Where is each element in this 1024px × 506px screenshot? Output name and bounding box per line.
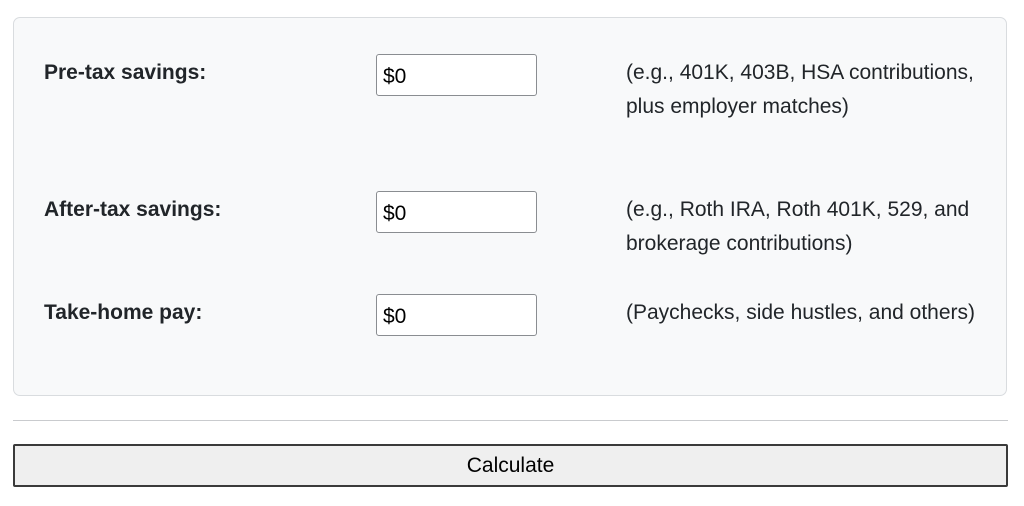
after-tax-savings-input[interactable] <box>376 191 537 233</box>
take-home-pay-help-text: (Paychecks, side hustles, and others) <box>626 301 976 324</box>
savings-form-panel <box>13 17 1007 396</box>
after-tax-savings-help-text: (e.g., Roth IRA, Roth 401K, 529, and brokerage contributions) <box>626 198 970 255</box>
pre-tax-savings-help-text: (e.g., 401K, 403B, HSA contributions, plus employer matches) <box>626 61 974 118</box>
section-divider <box>13 420 1008 421</box>
take-home-pay-label: Take-home pay: <box>44 301 203 324</box>
pre-tax-savings-label: Pre-tax savings: <box>44 61 207 84</box>
after-tax-savings-label: After-tax savings: <box>44 198 222 221</box>
take-home-pay-input[interactable] <box>376 294 537 336</box>
calculate-button[interactable]: Calculate <box>13 444 1008 487</box>
pre-tax-savings-input[interactable] <box>376 54 537 96</box>
